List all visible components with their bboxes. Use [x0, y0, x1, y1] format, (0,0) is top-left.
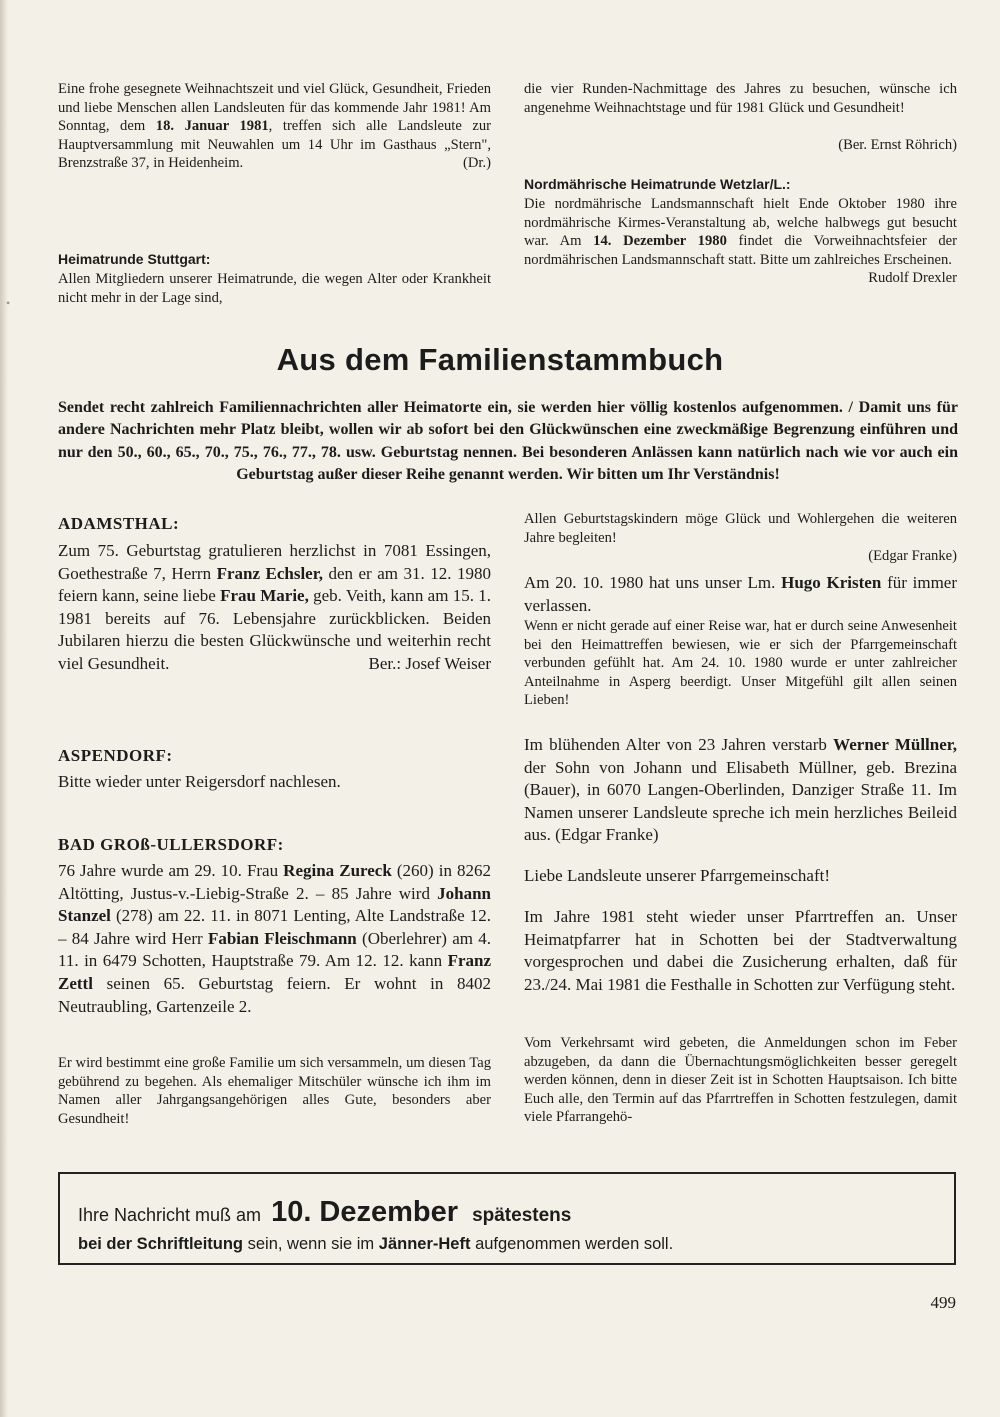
- kristen-paragraph: [524, 572, 957, 617]
- bad-gross-heading: BAD GROß-ULLERSDORF:: [58, 835, 284, 854]
- notice-l2b: sein, wenn sie im: [247, 1235, 375, 1253]
- section-intro: Sendet recht zahlreich Familiennachrichten aller Heimatorte ein, sie werden hier völlig kostenlos aufgenommen. / Damit uns für andere Nachrichten mehr Platz bleibt, wollen wir ab sofort bei den Glückwünschen eine zweckmäßige Begrenzung einführen und nur den 50., 60., 65., 70., 75., 76., 77., 78. usw. Geburtstag nennen. Bei besonderen Anlässen kann natürlich nach wie vor auch ein Geburtstag außer dieser Reihe genannt werden. Wir bitten um Ihr Verständnis!: [58, 399, 958, 483]
- muellner-name: Werner Müllner,: [833, 735, 958, 754]
- wetzlar-text-1: Die nordmährische Landsmannschaft hielt Ende Oktober 1980 ihre nordmährische Kirmes-Veranstaltung ab, welche halbwegs gut besucht war. Am: [524, 196, 957, 250]
- wetzlar-signature: Rudolf Drexler: [868, 270, 957, 287]
- adamsthal-heading: ADAMSTHAL:: [58, 514, 180, 533]
- adamsthal-text-1: Zum 75. Geburtstag gratulieren herzlichst in 7081 Essingen, Goethestraße 7, Herrn: [58, 541, 491, 583]
- notice-line-2: [78, 1235, 673, 1254]
- greeting-date: 18. Januar 1981: [155, 118, 269, 135]
- bad-gross-text-2: (260) in 8262 Altötting, Justus-v.-Liebig-Straße 2. – 85 Jahre wird: [58, 861, 492, 903]
- notice-editor: bei der Schriftleitung: [78, 1235, 244, 1253]
- margin-mark: •: [6, 296, 11, 310]
- bad-gross-name-2: Johann Stanzel: [58, 883, 491, 926]
- muellner-text-2: der Sohn von Johann und Elisabeth Müllner, geb. Brezina (Bauer), in 6070 Langen-Oberlinden, Danziger Straße 11. Im Namen unserer Landsleute spreche ich mein herzliches Beileid aus. (Edgar Franke): [524, 757, 957, 845]
- kristen-text-1: Am 20. 10. 1980 hat uns unser Lm.: [524, 573, 776, 592]
- aspendorf-text: Bitte wieder unter Reigersdorf nachlesen.: [58, 772, 341, 791]
- muellner-paragraph: [524, 734, 957, 847]
- adamsthal-name-2: Frau Marie,: [220, 586, 309, 606]
- bad-gross-text-3: (278) am 22. 11. in 8071 Lenting, Alte Landstraße 12. – 84 Jahre wird Herr: [58, 906, 491, 948]
- greeting-text: Eine frohe gesegnete Weihnachtszeit und viel Glück, Gesundheit, Frieden und liebe Menschen allen Landsleuten für das kommende Jahr 1981! Am Sonntag, dem: [58, 81, 491, 135]
- birthday-wish: Allen Geburtstagskindern möge Glück und Wohlergehen die weiteren Jahre begleiten!: [524, 511, 957, 546]
- page-number: 499: [930, 1293, 956, 1312]
- adamsthal-text-3: geb. Veith, kann am 15. 1. 1981 bereits auf 76. Lebensjahre zurückblicken. Beiden Jubilaren hierzu die besten Glückwünsche und weiterhin recht viel Gesundheit.: [58, 586, 492, 673]
- notice-issue: Jänner-Heft: [378, 1235, 471, 1253]
- runden-text: die vier Runden-Nachmittage des Jahres zu besuchen, wünsche ich angenehme Weihnachtstage und für 1981 Glück und Gesundheit!: [524, 81, 957, 116]
- aspendorf-heading: ASPENDORF:: [58, 746, 173, 765]
- birthday-wish-signature: (Edgar Franke): [868, 548, 957, 564]
- kristen-small: Wenn er nicht gerade auf einer Reise war, hat er durch seine Anwesenheit bei den Heimattreffen bewiesen, wie er sich der Pfarrgemeinschaft verbunden gefühlt hat. Am 24. 10. 1980 wurde er unter zahlreicher Anteilnahme in Asperg beerdigt. Unser Mitgefühl gilt allen seinen Lieben!: [524, 618, 957, 709]
- kristen-name: Hugo Kristen: [781, 573, 882, 592]
- bad-gross-small: Er wird bestimmt eine große Familie um sich versammeln, um diesen Tag gebührend zu begehen. Als ehemaliger Mitschüler wünsche ich ihm im Namen aller Jahrgangsangehörigen alles Gute, besonders aber Gesundheit!: [58, 1055, 491, 1127]
- greeting-rest: , treffen sich alle Landsleute zur Hauptversammlung mit Neuwahlen um 14 Uhr im Gasthaus „Stern", Brenzstraße 37, in Heidenheim.: [58, 118, 492, 172]
- bad-gross-text-5: seinen 65. Geburtstag feiern. Er wohnt in 8402 Neutraubling, Gartenzeile 2.: [58, 973, 491, 1016]
- page-edge: [0, 0, 11, 1417]
- notice-date: 10. Dezember: [271, 1196, 459, 1228]
- bad-gross-text-1: 76 Jahre wurde am 29. 10. Frau: [58, 861, 279, 880]
- notice-line-1: [78, 1196, 571, 1229]
- greeting-paragraph: [58, 80, 491, 173]
- adamsthal-paragraph: [58, 540, 491, 676]
- notice-pre: Ihre Nachricht muß am: [78, 1205, 262, 1225]
- adamsthal-signature: Ber.: Josef Weiser: [368, 653, 491, 673]
- wetzlar-paragraph: [524, 195, 957, 288]
- bad-gross-name-4: Franz Zettl: [58, 951, 492, 993]
- wetzlar-heading: Nordmährische Heimatrunde Wetzlar/L.:: [524, 176, 791, 192]
- deadline-notice: [58, 1172, 956, 1265]
- bad-gross-paragraph: [58, 860, 491, 1018]
- bad-gross-name-3: Fabian Fleischmann: [207, 928, 357, 948]
- adamsthal-name-1: Franz Echsler,: [216, 563, 323, 583]
- wetzlar-text-2: findet die Vorweihnachtsfeier der nordmährischen Landsmannschaft statt. Bitte um zahlreiches Erscheinen.: [524, 233, 957, 268]
- stuttgart-text: Allen Mitgliedern unserer Heimatrunde, die wegen Alter oder Krankheit nicht mehr in der Lage sind,: [58, 271, 491, 306]
- pfarr-paragraph: Im Jahre 1981 steht wieder unser Pfarrtreffen an. Unser Heimatpfarrer hat in Schotten bei der Stadtverwaltung vorgesprochen und dabei die Zusicherung erhalten, daß für 23./24. Mai 1981 die Festhalle in Schotten zur Verfügung steht.: [524, 907, 957, 994]
- wetzlar-date: 14. Dezember 1980: [593, 233, 727, 250]
- muellner-text-1: Im blühenden Alter von 23 Jahren verstarb: [524, 735, 827, 754]
- notice-late: spätestens: [472, 1205, 572, 1226]
- runden-signature: (Ber. Ernst Röhrich): [838, 137, 957, 153]
- pfarr-small: Vom Verkehrsamt wird gebeten, die Anmeldungen schon im Feber abzugeben, da dann die Übernachtungsmöglichkeiten besser geregelt werden können, denn in dieser Zeit ist in Schotten Hauptsaison. Ich bitte Euch alle, den Termin auf das Pfarrtreffen in Schotten festzulegen, damit viele Pfarrangehö-: [524, 1035, 957, 1126]
- notice-l2d: aufgenommen werden soll.: [475, 1235, 674, 1253]
- stuttgart-heading: Heimatrunde Stuttgart:: [58, 251, 211, 267]
- bad-gross-text-4: (Oberlehrer) am 4. 11. in 6479 Schotten, Hauptstraße 79. Am 12. 12. kann: [58, 928, 491, 971]
- section-title: Aus dem Familienstammbuch: [276, 342, 724, 377]
- bad-gross-name-1: Regina Zureck: [283, 861, 392, 880]
- greeting-signature: (Dr.): [463, 155, 491, 172]
- pfarr-greeting: Liebe Landsleute unserer Pfarrgemeinschaft!: [524, 866, 831, 885]
- adamsthal-text-2: den er am 31. 12. 1980 feiern kann, seine liebe: [58, 563, 491, 606]
- kristen-text-2: für immer verlassen.: [524, 573, 958, 615]
